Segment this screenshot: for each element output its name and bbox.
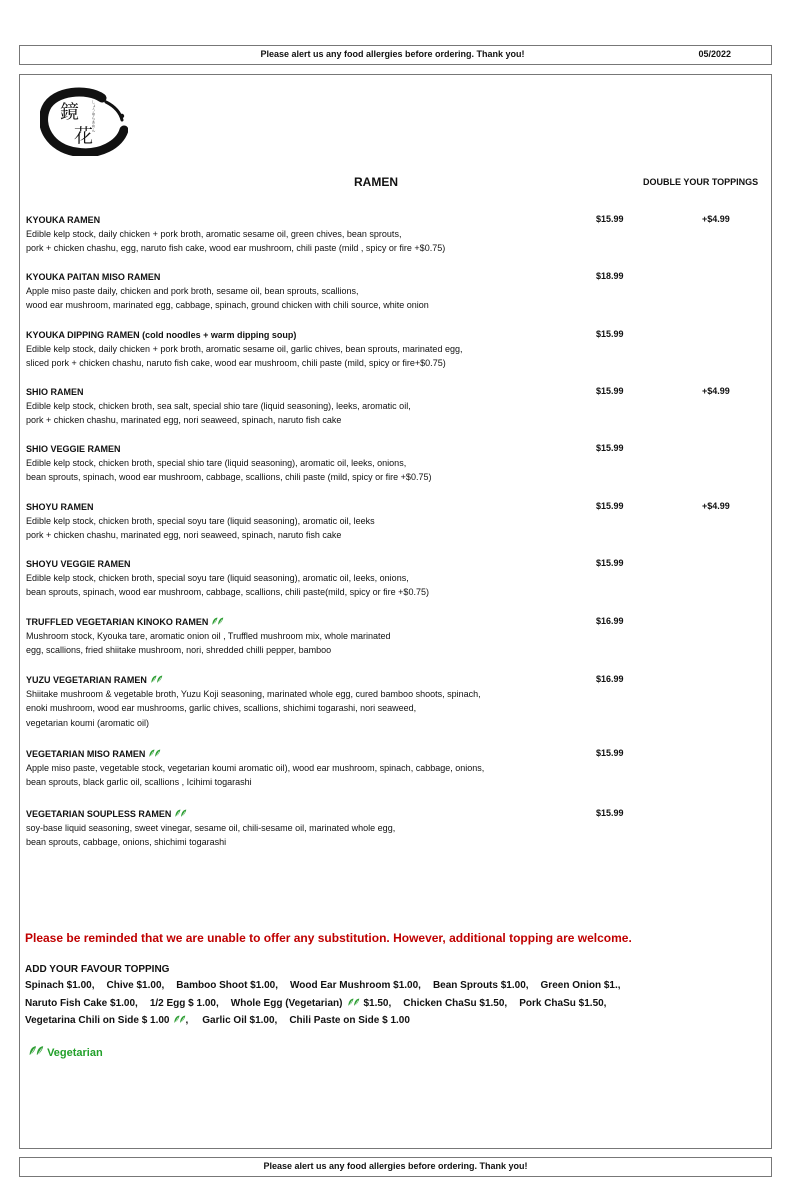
- menu-item-name: [26, 271, 746, 284]
- logo-glyph-1: 鏡: [60, 101, 80, 123]
- leaf-pair-icon: [174, 809, 187, 818]
- section-title: RAMEN: [354, 175, 398, 189]
- description-line: Mushroom stock, Kyouka tare, aromatic onion oil , Truffled mushroom mix, whole marinated: [26, 631, 391, 641]
- description-line: soy-base liquid seasoning, sweet vinegar, sesame oil, chili-sesame oil, marinated whole egg,: [26, 823, 396, 833]
- menu-item-name-text: VEGETARIAN MISO RAMEN: [26, 749, 146, 759]
- leaf-pair-icon: [150, 675, 163, 684]
- menu-item-name: [26, 616, 746, 629]
- menu-item-name-text: TRUFFLED VEGETARIAN KINOKO RAMEN: [26, 617, 209, 627]
- menu-item-name-text: VEGETARIAN SOUPLESS RAMEN: [26, 809, 172, 819]
- menu-item: [26, 558, 746, 600]
- menu-item: [26, 214, 746, 256]
- allergy-notice-bar-bottom: [19, 1157, 772, 1177]
- menu-item: [26, 616, 746, 658]
- description-line: Edible kelp stock, chicken broth, special shio tare (liquid seasoning), aromatic oil, leeks, onions,: [26, 458, 407, 468]
- menu-item: [26, 808, 746, 850]
- menu-item: [26, 674, 746, 730]
- menu-item-name-text: SHIO RAMEN: [26, 387, 84, 397]
- menu-item-name: [26, 329, 746, 342]
- description-line: bean sprouts, black garlic oil, scallions , Icihimi togarashi: [26, 777, 252, 788]
- menu-item-name-text: KYOUKA DIPPING RAMEN (cold noodles + warm dipping soup): [26, 330, 297, 340]
- menu-item-price: $15.99: [596, 808, 624, 818]
- menu-item-name-text: YUZU VEGETARIAN RAMEN: [26, 675, 147, 685]
- leaf-pair-icon: [347, 998, 360, 1007]
- menu-item: [26, 748, 746, 790]
- double-topping-price: +$4.99: [702, 386, 730, 396]
- menu-item-price: $16.99: [596, 616, 624, 626]
- double-toppings-heading: DOUBLE YOUR TOPPINGS: [643, 177, 759, 187]
- menu-item-description: [26, 629, 581, 658]
- menu-item-price: $16.99: [596, 674, 624, 684]
- description-line: Edible kelp stock, chicken broth, special soyu tare (liquid seasoning), aromatic oil, leeks, onions,: [26, 573, 409, 583]
- menu-item-name-text: SHOYU RAMEN: [26, 502, 94, 512]
- menu-item-description: [26, 227, 581, 256]
- menu-item-description: [26, 456, 581, 485]
- menu-item-name: [26, 214, 746, 227]
- menu-item: [26, 271, 746, 313]
- menu-item-price: $15.99: [596, 748, 624, 758]
- menu-item-name: [26, 674, 746, 687]
- menu-item-description: [26, 399, 581, 428]
- menu-item-description: [26, 687, 581, 730]
- description-line: bean sprouts, spinach, wood ear mushroom, cabbage, scallions, chili paste(mild, spicy or fire +$0.75): [26, 587, 429, 598]
- description-line: Edible kelp stock, daily chicken + pork broth, aromatic sesame oil, garlic chives, bean sprouts, marinated egg,: [26, 344, 463, 354]
- menu-item-description: [26, 514, 581, 543]
- leaf-pair-icon: [148, 749, 161, 758]
- logo-vertical-text: しょうゆらあめん: [91, 100, 97, 132]
- menu-item: [26, 501, 746, 543]
- description-line: vegetarian koumi (aromatic oil): [26, 717, 150, 728]
- description-line: bean sprouts, spinach, wood ear mushroom, cabbage, scallions, chili paste (mild, spicy or fire +$0.75): [26, 472, 432, 483]
- topping-entry: Spinach $1.00,: [25, 980, 95, 991]
- topping-entry: Bean Sprouts $1.00,: [432, 980, 529, 991]
- menu-item-price: $15.99: [596, 501, 624, 511]
- topping-entry: Whole Egg (Vegetarian): [230, 998, 343, 1009]
- allergy-notice-top: Please alert us any food allergies before ordering. Thank you!: [260, 49, 525, 59]
- topping-entry: ,: [185, 1015, 189, 1026]
- topping-entry: Pork ChaSu $1.50,: [519, 998, 607, 1009]
- description-line: egg, scallions, fried shiitake mushroom, nori, shredded chilli pepper, bamboo: [26, 645, 332, 656]
- menu-item-price: $15.99: [596, 558, 624, 568]
- description-line: wood ear mushroom, marinated egg, cabbage, spinach, ground chicken with chili source, white onion: [26, 300, 429, 311]
- leaf-pair-icon: [25, 1047, 44, 1059]
- menu-item-description: [26, 821, 581, 850]
- topping-entry: Chive $1.00,: [106, 980, 165, 991]
- menu-item-name: [26, 558, 746, 571]
- menu-item-description: [26, 284, 581, 313]
- topping-entry: Garlic Oil $1.00,: [202, 1015, 278, 1026]
- topping-entry: Vegetarina Chili on Side $ 1.00: [25, 1015, 170, 1026]
- double-topping-price: +$4.99: [702, 501, 730, 511]
- menu-item-name-text: SHIO VEGGIE RAMEN: [26, 444, 121, 454]
- description-line: Edible kelp stock, chicken broth, special soyu tare (liquid seasoning), aromatic oil, leeks: [26, 516, 375, 526]
- toppings-line-1: [25, 980, 633, 991]
- menu-item: [26, 329, 746, 371]
- topping-entry: Bamboo Shoot $1.00,: [176, 980, 278, 991]
- topping-entry: Green Onion $1.,: [540, 980, 621, 991]
- description-line: Apple miso paste, vegetable stock, vegetarian koumi aromatic oil), wood ear mushroom, spinach, cabbage, onions,: [26, 763, 485, 773]
- topping-entry: Chicken ChaSu $1.50,: [403, 998, 508, 1009]
- description-line: pork + chicken chashu, marinated egg, nori seaweed, spinach, naruto fish cake: [26, 530, 342, 541]
- topping-entry: Wood Ear Mushroom $1.00,: [289, 980, 421, 991]
- topping-entry: Chili Paste on Side $ 1.00: [289, 1015, 410, 1026]
- menu-item-description: [26, 571, 581, 600]
- double-topping-price: +$4.99: [702, 214, 730, 224]
- description-line: Shiitake mushroom & vegetable broth, Yuzu Koji seasoning, marinated whole egg, cured bamboo shoots, spinach,: [26, 689, 481, 699]
- menu-item-price: $18.99: [596, 271, 624, 281]
- menu-item: [26, 386, 746, 428]
- vegetarian-legend: [25, 1045, 103, 1059]
- description-line: Edible kelp stock, chicken broth, sea salt, special shio tare (liquid seasoning), leeks, aromatic oil,: [26, 401, 411, 411]
- description-line: enoki mushroom, wood ear mushrooms, garlic chives, scallions, shichimi togarashi, nori seaweed,: [26, 703, 417, 714]
- description-line: pork + chicken chashu, egg, naruto fish cake, wood ear mushroom, chili paste (mild , spicy or fire +$0.75): [26, 243, 446, 254]
- menu-item-name: [26, 443, 746, 456]
- menu-item-name-text: SHOYU VEGGIE RAMEN: [26, 559, 131, 569]
- logo-glyph-2: 花: [74, 125, 94, 147]
- leaf-pair-icon: [28, 1045, 44, 1057]
- description-line: bean sprouts, cabbage, onions, shichimi togarashi: [26, 837, 227, 848]
- leaf-pair-icon: [211, 617, 224, 626]
- topping-entry: 1/2 Egg $ 1.00,: [149, 998, 219, 1009]
- vegetarian-legend-label: Vegetarian: [47, 1047, 103, 1059]
- menu-item: [26, 443, 746, 485]
- description-line: pork + chicken chashu, marinated egg, nori seaweed, spinach, naruto fish cake: [26, 415, 342, 426]
- description-line: Edible kelp stock, daily chicken + pork broth, aromatic sesame oil, green chives, bean sprouts,: [26, 229, 402, 239]
- description-line: Apple miso paste daily, chicken and pork broth, sesame oil, bean sprouts, scallions,: [26, 286, 359, 296]
- menu-item-name-text: KYOUKA PAITAN MISO RAMEN: [26, 272, 161, 282]
- description-line: sliced pork + chicken chashu, naruto fish cake, wood ear mushroom, chili paste (mild, spicy or fire+$0.75): [26, 358, 446, 369]
- menu-item-name: [26, 808, 746, 821]
- toppings-line-3: [25, 1015, 422, 1026]
- menu-item-description: [26, 342, 581, 371]
- substitution-notice: Please be reminded that we are unable to offer any substitution. However, additional topping are welcome.: [25, 931, 632, 945]
- menu-item-description: [26, 761, 581, 790]
- allergy-notice-bottom: Please alert us any food allergies before ordering. Thank you!: [263, 1161, 528, 1171]
- topping-entry: Naruto Fish Cake $1.00,: [25, 998, 138, 1009]
- menu-item-price: $15.99: [596, 329, 624, 339]
- allergy-notice-bar-top: [19, 45, 772, 65]
- menu-item-name-text: KYOUKA RAMEN: [26, 215, 101, 225]
- logo-brush-circle: [40, 86, 128, 156]
- menu-item-name: [26, 748, 746, 761]
- menu-item-name: [26, 386, 746, 399]
- leaf-pair-icon: [173, 1015, 186, 1024]
- toppings-title: ADD YOUR FAVOUR TOPPING: [25, 964, 170, 975]
- topping-entry: $1.50,: [363, 998, 392, 1009]
- toppings-line-2: [25, 998, 618, 1009]
- menu-item-price: $15.99: [596, 443, 624, 453]
- menu-item-price: $15.99: [596, 214, 624, 224]
- menu-item-price: $15.99: [596, 386, 624, 396]
- menu-item-name: [26, 501, 746, 514]
- menu-date: 05/2022: [698, 49, 731, 59]
- restaurant-logo: [40, 86, 128, 156]
